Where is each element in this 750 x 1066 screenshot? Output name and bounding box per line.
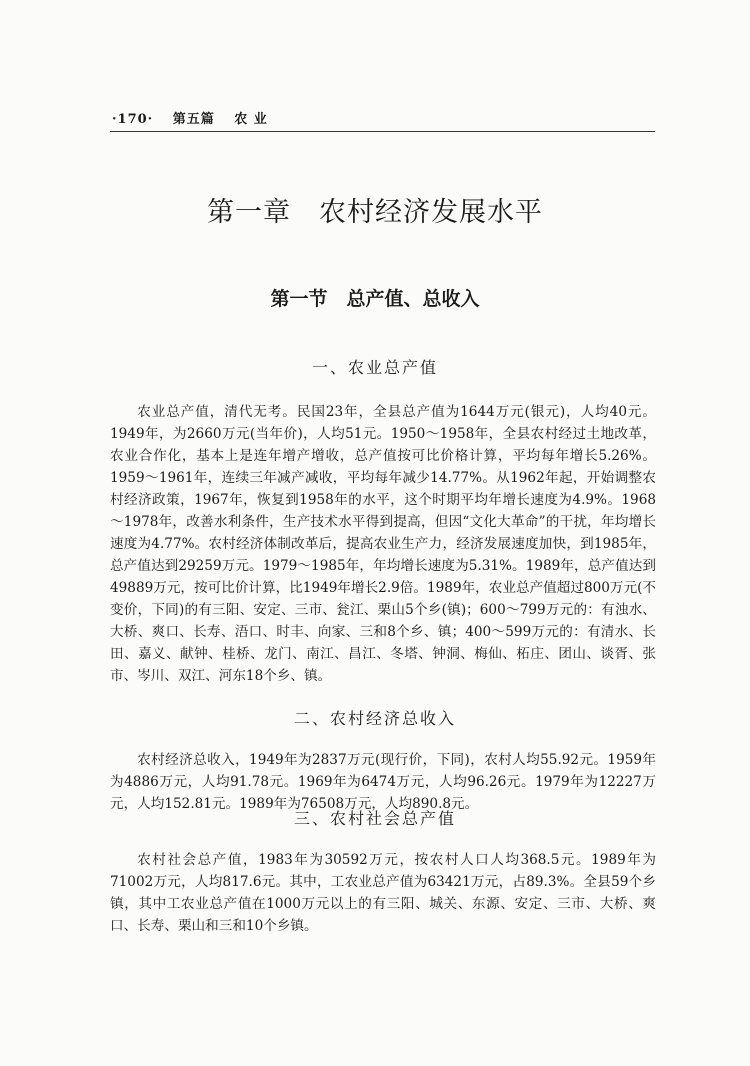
chapter-title: 第一章 农村经济发展水平 <box>207 197 543 228</box>
paragraph: 农村社会总产值，1983年为30592万元，按农村人口人均368.5元。1989年为71002万元，人均817.6元。其中，工农业总产值为63421万元，占89.3%。全县59个乡镇，其中工农业总产值在1000万元以上的有三阳、城关、东源、安定、三市、大桥、爽口、长寿、栗山和三和10个乡镇。 <box>110 852 656 934</box>
page-number: ·170· <box>112 112 154 127</box>
subsection-heading: 二、农村经济总收入 <box>293 709 456 728</box>
running-header <box>112 108 282 127</box>
section-title: 第一节 总产值、总收入 <box>270 288 480 310</box>
header-rule <box>110 131 655 132</box>
subsection-heading: 一、农业总产值 <box>311 358 438 377</box>
subsection-heading: 三、农村社会总产值 <box>293 809 456 828</box>
part-title: 第五篇 <box>172 112 215 127</box>
paragraph: 农村经济总收入，1949年为2837万元(现行价，下同)，农村人均55.92元。1959年为4886万元，人均91.78元。1969年为6474万元，人均96.26元。1979年为12227万元，人均152.81元。1989年为76508万元，人均890.8元。 <box>110 752 656 812</box>
subject-title: 农 业 <box>234 112 268 127</box>
paragraph: 农业总产值，清代无考。民国23年，全县总产值为1644万元(银元)，人均40元。1949年，为2660万元(当年价)，人均51元。1950～1958年，全县农村经过土地改革，农业合作化，基本上是连年增产增收，总产值按可比价格计算，平均每年增长5.26%。1959～1961年，连续三年减产减收，平均每年减少14.77%。从1962年起，开始调整农村经济政策，1967年，恢复到1958年的水平，这个时期平均年增长速度为4.9%。1968～1978年，改善水利条件，生产技术水平得到提高，但因“文化大革命”的干扰，年均增长速度为4.77%。农村经济体制改革后，提高农业生产力，经济发展速度加快，到1985年，总产值达到29259万元。1979～1985年，年均增长速度为5.31%。1989年，总产值达到49889万元，按可比价计算，比1949年增长2.9倍。1989年，农业总产值超过800万元(不变价，下同)的有三阳、安定、三市、瓮江、栗山5个乡(镇)；600～799万元的：有浊水、大桥、爽口、长寿、浯口、时丰、向家、三和8个乡、镇；400～599万元的：有清水、长田、嘉义、献钟、桂桥、龙门、南江、昌江、冬塔、钟洞、梅仙、柘庄、团山、谈胥、张市、岑川、双江、河东18个乡、镇。 <box>110 404 656 684</box>
